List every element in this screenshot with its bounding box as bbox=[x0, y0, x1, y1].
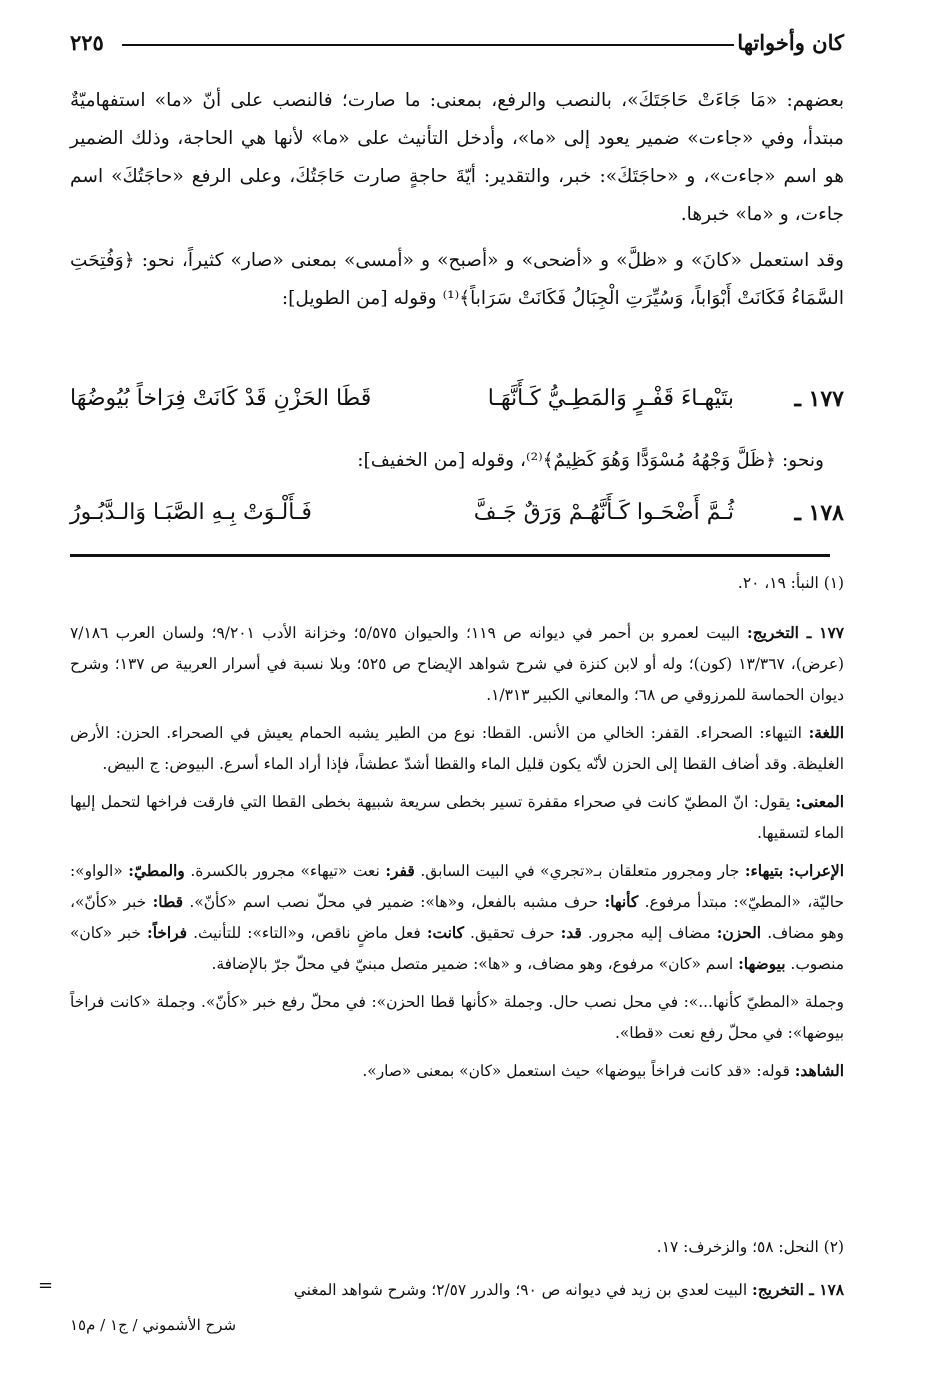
verse-first-hemistich: ثُـمَّ أَضْحَـوا كَـأَنَّهُـمْ وَرَقٌ جَـفَّ bbox=[473, 500, 734, 525]
shahid-paragraph: الشاهد: قوله: «قد كانت فراخاً بيوضها» حيث استعمل «كان» بمعنى «صار». bbox=[362, 1062, 844, 1080]
running-title: كان وأخواتها bbox=[737, 30, 844, 55]
verse-first-hemistich: بتَيْهـاءَ قَفْـرٍ وَالمَطِـيُّ كَـأَنَّهَـا bbox=[487, 386, 734, 411]
page-number: ٢٢٥ bbox=[70, 30, 104, 55]
header-rule bbox=[122, 44, 734, 46]
irab-paragraph: الإعراب: بتيهاء: جار ومجرور متعلقان بـ«تجري» في البيت السابق. قفر: نعت «تيهاء» مجرور بالكسرة. والمطيّ: «الواو»: حاليّة، «المطيّ»: مبتدأ مرفوع. كأنها: حرف مشبه بالفعل، و«ها»: ضمير في محلّ نصب اسم «كأنّ». قطا: خبر «كأنّ»، وهو مضاف. الحزن: مضاف إليه مجرور. قد: حرف تحقيق. كانت: فعل ماضٍ ناقص، و«التاء»: للتأنيث. فراخاً: خبر «كان» منصوب. بيوضها: اسم «كان» مرفوع، وهو مضاف، و «ها»: ضمير متصل مبنيّ في محلّ جرّ بالإضافة. bbox=[70, 862, 844, 973]
jumla-paragraph: وجملة «المطيّ كأنها...»: في محل نصب حال. وجملة «كأنها قطا الحزن»: في محلّ رفع خبر «كأنّ». وجملة «كانت فراخاً بيوضها»: في محلّ رفع نعت «قطا». bbox=[70, 993, 844, 1042]
footnote: (٢) النحل: ٥٨؛ والزخرف: ١٧. bbox=[656, 1238, 844, 1256]
section-label: الشاهد: bbox=[794, 1062, 844, 1080]
body-text bbox=[70, 82, 844, 318]
section-label: الإعراب: bbox=[788, 862, 844, 880]
takhrij-paragraph: ١٧٨ ـ التخريج: البيت لعدي بن زيد في ديوانه ص ٩٠؛ والدرر ٢/٥٧؛ وشرح شواهد المغني bbox=[293, 1281, 844, 1299]
body-paragraph: وقد استعمل «كانَ» و «ظلَّ» و «أضحى» و «أصبح» و «أمسى» بمعنى «صار» كثيراً، نحو: ﴿وَفُتِحَتِ السَّمَاءُ فَكَانَتْ أَبْوَاباً، وَسُيِّرَتِ الْجِبَالُ فَكَانَتْ سَرَاباً﴾⁽¹⁾ وقوله [من الطويل]: bbox=[70, 250, 844, 309]
signature-mark: شرح الأشموني / ج١ / م١٥ bbox=[70, 1316, 237, 1334]
verse-line bbox=[70, 386, 844, 426]
verse-second-hemistich: فَـأَلْـوَتْ بِـهِ الصَّبَـا وَالـدَّبُـورُ bbox=[70, 500, 312, 525]
section-label: المعنى: bbox=[795, 793, 844, 811]
footnote-commentary bbox=[70, 618, 844, 1087]
section-label: اللغة: bbox=[808, 724, 844, 742]
section-label: ١٧٧ ـ التخريج: bbox=[747, 624, 844, 642]
verse-second-hemistich: قَطَا الحَزْنِ قَدْ كَانَتْ فِرَاخاً بُيُوضُهَا bbox=[70, 386, 372, 411]
verse-number: ١٧٨ ـ bbox=[794, 500, 844, 526]
continuation-mark: = bbox=[38, 1275, 54, 1296]
verse-line bbox=[70, 500, 844, 540]
maana-paragraph: المعنى: يقول: انّ المطيّ كانت في صحراء مقفرة تسير بخطى سريعة شبيهة بخطى القطا التي فارقت فراخها لتحمل إليها الماء لتسقيها. bbox=[70, 793, 844, 842]
lugha-paragraph: اللغة: التيهاء: الصحراء. القفر: الخالي من الأنس. القطا: نوع من الطير يشبه الحمام يعيش في الصحراء. الحزن: الأرض الغليظة. وقد أضاف القطا إلى الحزن لأنّه يكون قليل الماء والقطا أشدّ عطشاً، فإذا أراد الماء أسرع. البيوض: ج البيض. bbox=[70, 724, 844, 773]
footnote-separator bbox=[70, 554, 830, 557]
takhrij-paragraph: ١٧٧ ـ التخريج: البيت لعمرو بن أحمر في ديوانه ص ١١٩؛ والحيوان ٥/٥٧٥؛ وخزانة الأدب ٩/٢٠١؛ ولسان العرب ٧/١٨٦ (عرض)، ١٣/٣٦٧ (كون)؛ وله أو لابن كنزة في شرح شواهد الإيضاح ص ٥٢٥؛ وبلا نسبة في أسرار العربية ص ١٣٧؛ وشرح ديوان الحماسة للمرزوقي ص ٦٨؛ والمعاني الكبير ١/٣١٣. bbox=[70, 624, 845, 704]
body-line: ونحو: ﴿ظَلَّ وَجْهُهُ مُسْوَدًّا وَهُوَ كَظِيمٌ﴾⁽²⁾، وقوله [من الخفيف]: bbox=[357, 450, 824, 471]
footnote: (١) النبأ: ١٩، ٢٠. bbox=[737, 574, 844, 592]
body-paragraph: بعضهم: «مَا جَاءَتْ حَاجَتَكَ»، بالنصب والرفع، بمعنى: ما صارت؛ فالنصب على أنّ «ما» استفهاميّةٌ مبتدأ، وفي «جاءت» ضمير يعود إلى «ما»، وأدخل التأنيث على «ما» لأنها هي الحاجة، وذلك الضمير هو اسم «جاءت»، و «حاجَتَكَ»: خبر، والتقدير: أيّةَ حاجةٍ صارت حَاجَتُكَ، وعلى الرفع «حاجَتُكَ» اسم جاءت، و «ما» خبرها. bbox=[70, 90, 844, 225]
page-header bbox=[70, 30, 844, 62]
section-label: ١٧٨ ـ التخريج: bbox=[752, 1281, 844, 1299]
verse-number: ١٧٧ ـ bbox=[794, 386, 844, 412]
